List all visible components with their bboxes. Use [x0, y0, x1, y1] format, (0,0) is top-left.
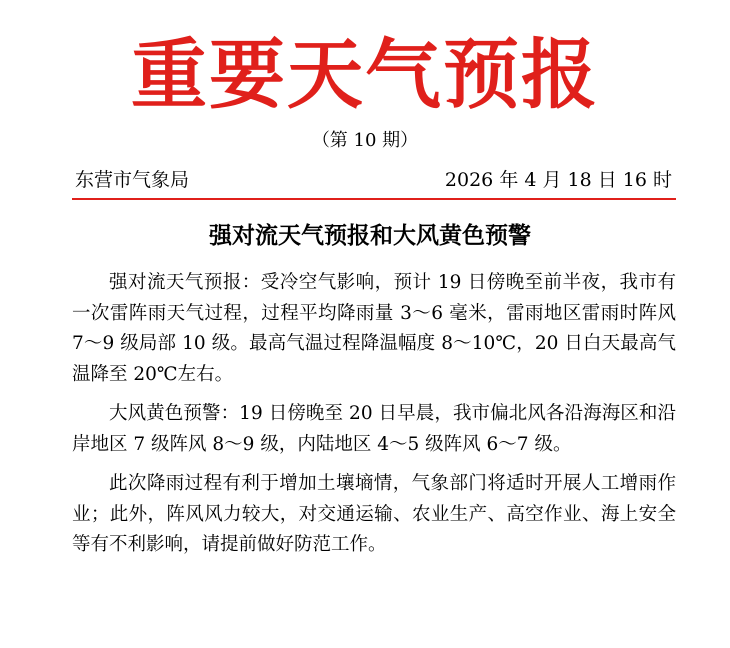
meta-row [75, 166, 672, 194]
paragraph-advisory [72, 469, 676, 561]
issue-datetime: 2026 年 4 月 18 日 16 时 [444, 169, 672, 191]
bulletin-body [72, 268, 676, 570]
paragraph-lead: 大风黄色预警： [109, 403, 240, 424]
paragraph-convection [72, 268, 676, 390]
paragraph-text: 受冷空气影响，预计 19 日傍晚至前半夜，我市有一次雷阵雨天气过程，过程平均降雨量 3～6 毫米，雷雨地区雷雨时阵风 7～9 级局部 10 级。最高气温过程降温幅度 8～10℃，20 日白天最高气温降至 20℃左右。 [72, 272, 676, 385]
issuer-name: 东营市气象局 [75, 169, 190, 191]
bulletin-headline: 强对流天气预报和大风黄色预警 [209, 222, 531, 249]
issue-number: （第 10 期） [311, 130, 419, 151]
paragraph-text: 此次降雨过程有利于增加土壤墒情，气象部门将适时开展人工增雨作业；此外，阵风风力较大，对交通运输、农业生产、高空作业、海上安全等有不利影响，请提前做好防范工作。 [72, 473, 676, 555]
paragraph-lead: 强对流天气预报： [109, 272, 261, 293]
masthead-title: 重要天气预报 [131, 30, 599, 119]
red-divider [72, 198, 676, 200]
paragraph-wind-warning [72, 399, 676, 460]
paragraph-text: 19 日傍晚至 20 日早晨，我市偏北风各沿海海区和沿岸地区 7 级阵风 8～9 级，内陆地区 4～5 级阵风 6～7 级。 [72, 403, 676, 455]
